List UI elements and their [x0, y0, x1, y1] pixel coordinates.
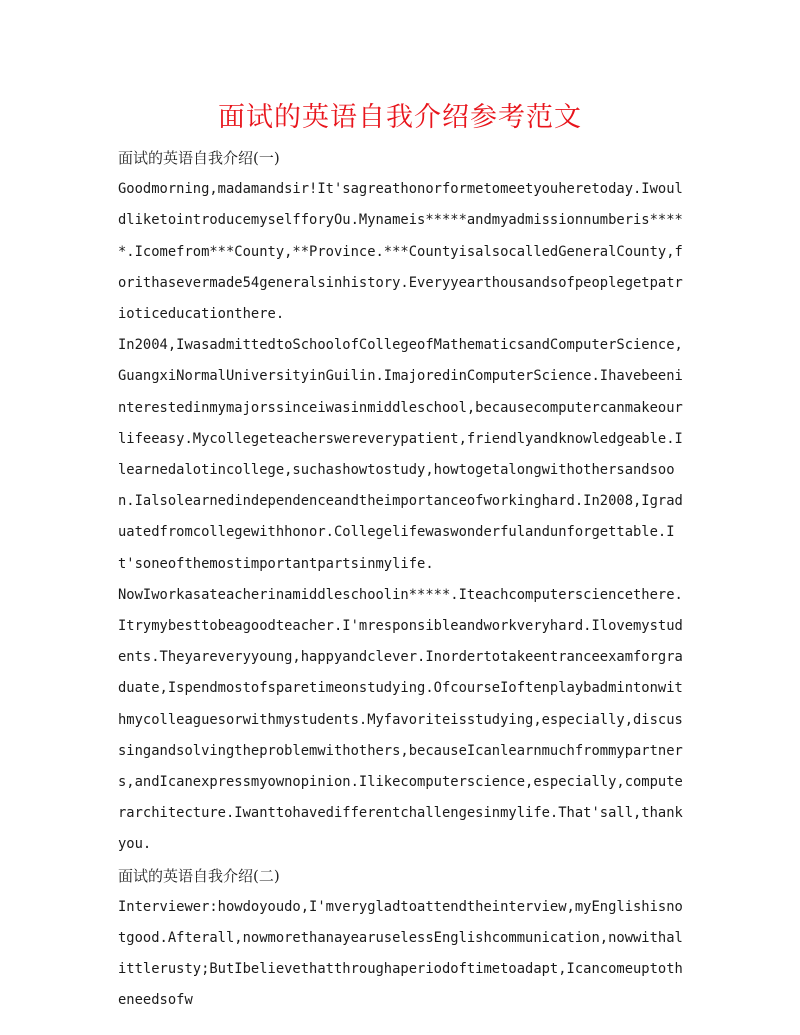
body-paragraph: NowIworkasateacherinamiddleschoolin*****.Iteachcomputersciencethere.Itrymybesttobeagoodteacher.I'mresponsibleandworkveryhard.Ilovemystudents.Theyareveryyoung,happyandclever.Inordertotakeentranceexamforgraduate,Ispendmostofsparetimeonstudying.OfcourseIoftenplaybadmintonwithmycolleaguesorwithmystudents.Myfavoriteisstudying,especially,discussingandsolvingtheproblemwithothers,becauseIcanlearnmuchfrommypartners,andIcanexpressmyownopinion.Ilikecomputerscience,especially,computerarchitecture.Iwanttohavedifferentchallengesinmylife.That'sall,thankyou.	[118, 586, 683, 853]
body-paragraph: Goodmorning,madamandsir!It'sagreathonorformetomeetyouheretoday.IwouldliketointroducemyselfforyOu.Mynameis*****andmyadmissionnumberis*****.Icomefrom***County,**Province.***CountyisalsocalledGeneralCounty,forithasevermade54generalsinhistory.Everyyearthousandsofpeoplegetpatrioticeducationthere.	[118, 181, 683, 323]
document-title: 面试的英语自我介绍参考范文	[218, 102, 582, 133]
document-body	[118, 143, 684, 1017]
body-paragraph: In2004,IwasadmittedtoSchoolofCollegeofMathematicsandComputerScience,GuangxiNormalUniversityinGuilin.ImajoredinComputerScience.Ihavebeeninterestedinmymajorssinceiwasinmiddleschool,becausecomputercanmakeourlifeeasy.Mycollegeteacherswereverypatient,friendlyandknowledgeable.Ilearnedalotincollege,suchashowtostudy,howtogetalongwithothersandsoon.Ialsolearnedindependenceandtheimportanceofworkinghard.In2008,Igraduatedfromcollegewithhonor.Collegelifewaswonderfulandunforgettable.It'soneofthemostimportantpartsinmylife.	[118, 337, 683, 572]
section-heading: 面试的英语自我介绍(二)	[118, 866, 280, 885]
section-heading: 面试的英语自我介绍(一)	[118, 149, 280, 167]
body-paragraph: Interviewer:howdoyoudo,I'mverygladtoattendtheinterview,myEnglishisnotgood.Afterall,nowmorethanayearuselessEnglishcommunication,nowwithalittlerusty;ButIbelievethatthroughaperiodoftimetoadapt,Icancomeuptotheneedsofw	[118, 898, 683, 1009]
